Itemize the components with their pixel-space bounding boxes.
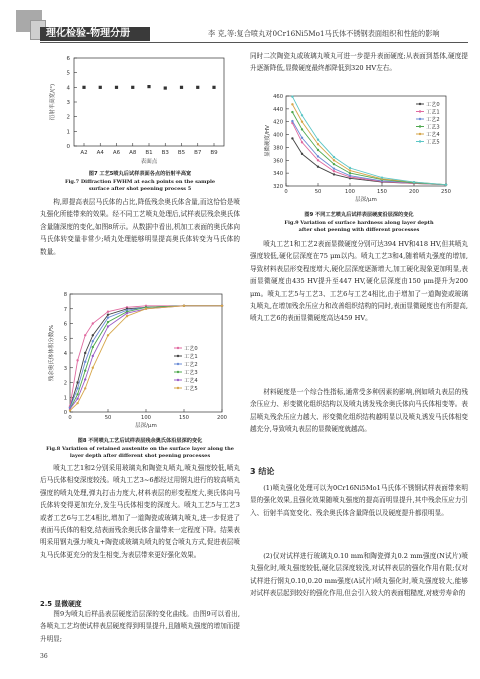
fig9-data-point xyxy=(349,175,351,177)
fig7-x-tick-label: A2 xyxy=(80,150,88,156)
fig7-y-tick-label: 5 xyxy=(66,70,70,77)
fig9-data-point xyxy=(301,141,303,143)
conclusion-1: (1)喷丸强化处理可以为0Cr16Ni5Mo1马氏体不锈钢试样表面带来明显的强化效果,且强化效果随喷丸强度的提高而明显提升,其中残余压应力引入、衍射半高宽变化、残余奥氏体含量降低以及硬度提升都很明显。 xyxy=(250,484,468,517)
fig8-data-point xyxy=(69,409,71,411)
fig9-x-tick-label: 250 xyxy=(441,189,451,195)
fig8-x-tick-label: 200 xyxy=(217,415,227,421)
fig8-y-tick-label: 0 xyxy=(63,410,67,416)
fig8-data-point xyxy=(92,346,94,348)
fig9-data-point xyxy=(301,128,303,130)
fig7-x-tick-label: A6 xyxy=(112,150,121,156)
fig7-y-tick-label: 2 xyxy=(66,114,70,121)
fig9-y-tick-label: 440 xyxy=(273,106,283,113)
fig8-data-point xyxy=(84,378,86,380)
header-rule xyxy=(40,42,468,43)
fig8-y-tick-label: 7 xyxy=(63,306,67,313)
fig9-y-axis-label: 显微硬度/HV xyxy=(265,125,271,157)
fig7-y-tick-label: 4 xyxy=(66,85,70,92)
fig9-legend-marker xyxy=(419,133,421,135)
fig8-y-tick-label: 3 xyxy=(63,365,67,372)
fig7-data-point xyxy=(196,86,199,89)
fig7-x-tick-label: B5 xyxy=(177,150,186,156)
fig9-data-point xyxy=(291,95,293,97)
fig9-y-tick-label: 320 xyxy=(273,184,283,190)
fig8-data-point xyxy=(92,367,94,369)
fig8-data-point xyxy=(84,361,86,363)
fig8-data-point xyxy=(84,387,86,389)
fig8-legend-marker xyxy=(177,363,179,365)
fig8-legend-label: 工艺3 xyxy=(184,370,198,376)
fig8-x-axis-label: 层深/μm xyxy=(135,423,157,429)
fig8-data-point xyxy=(76,398,78,400)
fig8-legend-marker xyxy=(177,347,179,349)
fig9-legend-label: 工艺0 xyxy=(426,102,440,108)
fig8-data-point xyxy=(92,355,94,357)
fig9-x-axis-label: 层深/μm xyxy=(355,197,377,203)
fig9-data-point xyxy=(413,181,415,183)
fig8-y-tick-label: 4 xyxy=(63,351,67,357)
fig7-y-tick-label: 1 xyxy=(66,129,70,136)
fig9-legend-marker xyxy=(419,103,421,105)
fig9-data-point xyxy=(301,114,303,116)
fig8-y-axis-label: 残余奥氏体体积分数/% xyxy=(49,324,55,382)
fig9-legend-marker xyxy=(419,110,421,112)
fig8-legend-marker xyxy=(177,355,179,357)
fig9-legend-marker xyxy=(419,140,421,142)
fig9-data-point xyxy=(301,153,303,155)
fig8-legend-label: 工艺2 xyxy=(184,362,198,368)
fig8-x-tick-label: 100 xyxy=(141,415,151,421)
page-number: 36 xyxy=(40,653,48,660)
conclusion-2: (2)仅对试样进行玻璃丸0.10 mm和陶瓷弹丸0.2 mm强度(N试片)喷丸强化时,喷丸强度较低,硬化层深度较浅,对试样表层的强化作用有限;仅对试样进行钢丸0.10,0.20 mm强度(A试片)喷丸强化时,喷丸强度较大,能够对试样表层起到较好的强化作用,但会引入较大的表面粗糙度,对疲劳寿命的 xyxy=(250,552,468,598)
fig9-x-tick-label: 100 xyxy=(345,189,355,195)
fig9-data-point xyxy=(333,163,335,165)
fig9-data-point xyxy=(291,120,293,122)
fig9-data-point xyxy=(317,159,319,161)
fig9-svg xyxy=(252,90,464,210)
fig8-legend-label: 工艺1 xyxy=(184,354,198,360)
fig8-data-point xyxy=(145,308,147,310)
fig9-legend-label: 工艺5 xyxy=(426,139,440,146)
fig8-data-point xyxy=(76,387,78,389)
fig8-data-point xyxy=(107,321,109,323)
fig9-y-tick-label: 360 xyxy=(273,158,283,165)
fig7-svg xyxy=(40,50,240,168)
fig9-y-tick-label: 380 xyxy=(273,145,283,152)
fig9-data-point xyxy=(291,103,293,105)
fig7-x-tick-label: B7 xyxy=(194,150,202,156)
right-paragraph-1: 喷丸工艺1和工艺2表面显微硬度分别可达394 HV和418 HV,但其喷丸强度较低,硬化层深度在75 μm以内。喷丸工艺3和4,随着喷丸强度的增加,导致材料表层形变程度增大,硬化层深度逐渐增大,加工硬化现象更加明显,表面显微硬度由435 HV提升至447 HV,硬化层深度由150 μm提升为200 μm。喷丸工艺5与工艺3、工艺6与工艺4相比,由于增加了一道陶瓷或玻璃丸喷丸,在增加残余压应力和改善组织结构的同时,表面显微硬度也有所提高,喷丸工艺6的表面显微硬度高达459 HV。 xyxy=(250,240,468,323)
fig8-legend-label: 工艺5 xyxy=(184,386,198,392)
fig9-legend-label: 工艺4 xyxy=(426,132,440,138)
left-paragraph-3: 图9为喷丸后样品表层硬度沿层深的变化曲线。由图9可以看出,各喷丸工艺均使试样表层硬度得到明显提升,且随喷丸强度的增加而提升明显; xyxy=(40,610,240,643)
fig7-data-point xyxy=(180,86,183,89)
fig8-legend-marker xyxy=(177,379,179,381)
fig8-data-point xyxy=(92,334,94,336)
fig8-data-point xyxy=(221,305,223,307)
right-paragraph-2: 材料硬度是一个综合性指标,通常受多种因素的影响,例如喷丸表层的残余压应力、形变微化组织结构以及喷丸诱发残余奥氏体向马氏体相变等。表层喷丸残余压应力越大、形变微化组织结构越明显以及喷丸诱发马氏体相变越充分,导致喷丸表层的显微硬度就越高。 xyxy=(250,388,468,434)
right-paragraph-0: 同时二次陶瓷丸或玻璃丸喷丸可进一步提升表面硬度;从表面到基体,硬度提升逐渐降低,显微硬度最终都降低到320 HV左右。 xyxy=(250,52,468,73)
fig8-data-point xyxy=(183,305,185,307)
fig8-legend-label: 工艺4 xyxy=(184,378,198,384)
fig7-x-tick-label: B3 xyxy=(161,150,169,156)
fig7-data-point xyxy=(131,86,134,89)
fig9-data-point xyxy=(333,173,335,175)
fig7-y-axis-label: 衍射半高宽/(°) xyxy=(50,83,56,121)
fig7-y-tick-label: 6 xyxy=(66,56,70,62)
fig8-legend-marker xyxy=(177,371,179,373)
fig8-data-point xyxy=(107,325,109,327)
fig9-y-tick-label: 340 xyxy=(273,171,283,178)
fig7-x-axis-label: 表面点 xyxy=(140,159,158,165)
fig9-data-point xyxy=(317,166,319,168)
fig9-series-line xyxy=(292,138,446,184)
fig9-legend-label: 工艺1 xyxy=(426,109,440,116)
fig8-y-tick-label: 1 xyxy=(63,395,67,402)
section-3-heading: 3 结论 xyxy=(250,467,275,476)
fig7-data-point xyxy=(164,86,167,89)
fig8-data-point xyxy=(107,316,109,318)
fig9-data-point xyxy=(333,167,335,169)
section-2-5-heading: 2.5 显微硬度 xyxy=(40,600,82,608)
fig9-x-tick-label: 50 xyxy=(314,189,322,195)
fig8-data-point xyxy=(107,311,109,313)
fig8-data-point xyxy=(126,315,128,317)
fig9-data-point xyxy=(349,167,351,169)
fig8-data-point xyxy=(92,322,94,324)
fig9-y-tick-label: 420 xyxy=(273,119,283,126)
fig9-data-point xyxy=(445,184,447,186)
fig8-series-line xyxy=(70,306,222,409)
fig8-legend-label: 工艺0 xyxy=(184,346,198,352)
fig7-x-tick-label: B1 xyxy=(145,150,153,156)
fig7-x-tick-label: A8 xyxy=(129,150,137,156)
fig8-data-point xyxy=(76,359,78,361)
fig8-data-point xyxy=(107,334,109,336)
fig8-y-tick-label: 5 xyxy=(63,336,67,343)
fig8-x-tick-label: 0 xyxy=(68,415,72,421)
fig8-svg xyxy=(40,286,240,436)
fig9-series-line xyxy=(292,104,446,184)
fig7-caption-cn: 图7 工艺5喷丸后试样表面各点的衍射半高宽 xyxy=(88,171,192,177)
fig9-data-point xyxy=(333,170,335,172)
fig9-legend-label: 工艺3 xyxy=(426,124,440,131)
running-title: 李 克,等:复合喷丸对0Cr16Ni5Mo1马氏体不锈钢表面组织和性能的影响 xyxy=(208,29,440,38)
fig9-data-point xyxy=(291,111,293,113)
fig9-data-point xyxy=(301,121,303,123)
fig7-y-tick-label: 3 xyxy=(66,100,70,106)
fig9-legend-marker xyxy=(419,125,421,127)
fig8-data-point xyxy=(76,393,78,395)
fig7-x-tick-label: B9 xyxy=(210,150,218,156)
fig8-y-tick-label: 2 xyxy=(63,380,67,387)
fig8-y-tick-label: 6 xyxy=(63,321,67,328)
fig8-data-point xyxy=(92,340,94,342)
fig7-caption-en-2: surface after shot peening process 5 xyxy=(88,186,192,192)
fig8-data-point xyxy=(84,334,86,336)
fig9-legend-marker xyxy=(419,118,421,120)
fig9-caption-cn: 图9 不同工艺喷丸后试样表层硬度沿层深的变化 xyxy=(304,212,414,218)
fig9-data-point xyxy=(317,143,319,145)
fig8-caption-en-2: layer depth after different shot peening processes xyxy=(69,453,211,459)
fig9-data-point xyxy=(381,176,383,178)
fig7-y-tick-label: 0 xyxy=(66,144,70,150)
fig9-x-tick-label: 200 xyxy=(409,189,419,195)
fig9-caption-en-2: after shot peening with different processes xyxy=(298,227,420,233)
fig8-data-point xyxy=(107,313,109,315)
fig8-legend-marker xyxy=(177,387,179,389)
fig9-data-point xyxy=(317,155,319,157)
fig9-legend-label: 工艺2 xyxy=(426,117,440,123)
fig8-caption-cn: 图8 不同喷丸工艺后试样表层残余奥氏体沿层深的变化 xyxy=(77,438,203,444)
fig7-chart xyxy=(40,50,240,168)
fig8-data-point xyxy=(84,370,86,372)
fig8-series-line xyxy=(70,306,222,411)
fig7-x-tick-label: A4 xyxy=(96,150,104,156)
journal-name: 理化检验-物理分册 xyxy=(40,27,150,41)
fig8-data-point xyxy=(76,402,78,404)
fig9-data-point xyxy=(349,169,351,171)
fig9-data-point xyxy=(333,156,335,158)
fig8-data-point xyxy=(126,312,128,314)
fig9-y-tick-label: 400 xyxy=(273,132,283,139)
fig9-x-tick-label: 0 xyxy=(284,189,288,195)
fig8-x-tick-label: 50 xyxy=(104,415,112,421)
fig8-data-point xyxy=(84,352,86,354)
fig7-plot-frame xyxy=(74,58,224,146)
fig9-chart xyxy=(252,90,464,210)
fig9-data-point xyxy=(317,139,319,141)
fig8-chart xyxy=(40,286,240,436)
fig8-caption-en-1: Fig.8 Variation of retained austenite on the surface layer along the xyxy=(46,446,234,452)
fig9-data-point xyxy=(301,137,303,139)
fig7-data-point xyxy=(115,86,118,89)
fig8-data-point xyxy=(76,381,78,383)
left-paragraph-1: 构,即提高表层马氏体的占比,降低残余奥氏体含量,而这恰恰是喷丸强化所能带来的效果。经不同工艺喷丸处理后,试样表层残余奥氏体含量随深度的变化,如图8所示。从数据中看出,机加工表面的奥氏体向马氏体转变量非常少;喷丸处理能够明显提高奥氏体转变为马氏体的数量。 xyxy=(40,198,240,256)
fig9-data-point xyxy=(291,137,293,139)
fig9-caption-en-1: Fig.9 Variation of surface hardness along layer depth xyxy=(284,220,434,226)
fig7-data-point xyxy=(212,86,215,89)
left-paragraph-2: 喷丸工艺1和2分别采用玻璃丸和陶瓷丸喷丸,喷丸强度较低,喷丸后马氏体相变深度较浅。喷丸工艺3~6都经过用钢丸进行的较高喷丸强度的喷丸处理,弹丸打击力度大,材料表层的形变程度大,奥氏体向马氏体转变得更加充分,发生马氏体相变的深度大。喷丸工艺5与工艺3或者工艺6与工艺4相比,增加了一道陶瓷或玻璃丸喷丸,进一步促进了表面马氏体的相变,结表面残余奥氏体含量带来一定程度下降。结果表明采用钢丸强力喷丸+陶瓷或玻璃丸喷丸的复合喷丸方式,促进表层喷丸马氏体更充分的发生相变,为表层带来更好强化效果。 xyxy=(40,464,240,559)
fig8-plot-frame xyxy=(70,294,222,412)
fig8-x-tick-label: 150 xyxy=(179,415,189,421)
fig9-data-point xyxy=(317,149,319,151)
fig9-data-point xyxy=(333,159,335,161)
fig7-data-point xyxy=(99,86,102,89)
fig7-data-point xyxy=(82,86,85,89)
fig9-data-point xyxy=(349,172,351,174)
fig7-caption-en-1: Fig.7 Diffraction FWHM at each points on the sample xyxy=(64,179,216,185)
fig9-y-tick-label: 460 xyxy=(273,94,283,100)
fig7-data-point xyxy=(147,85,150,88)
fig9-x-tick-label: 150 xyxy=(377,189,387,195)
fig8-y-tick-label: 8 xyxy=(63,292,67,298)
